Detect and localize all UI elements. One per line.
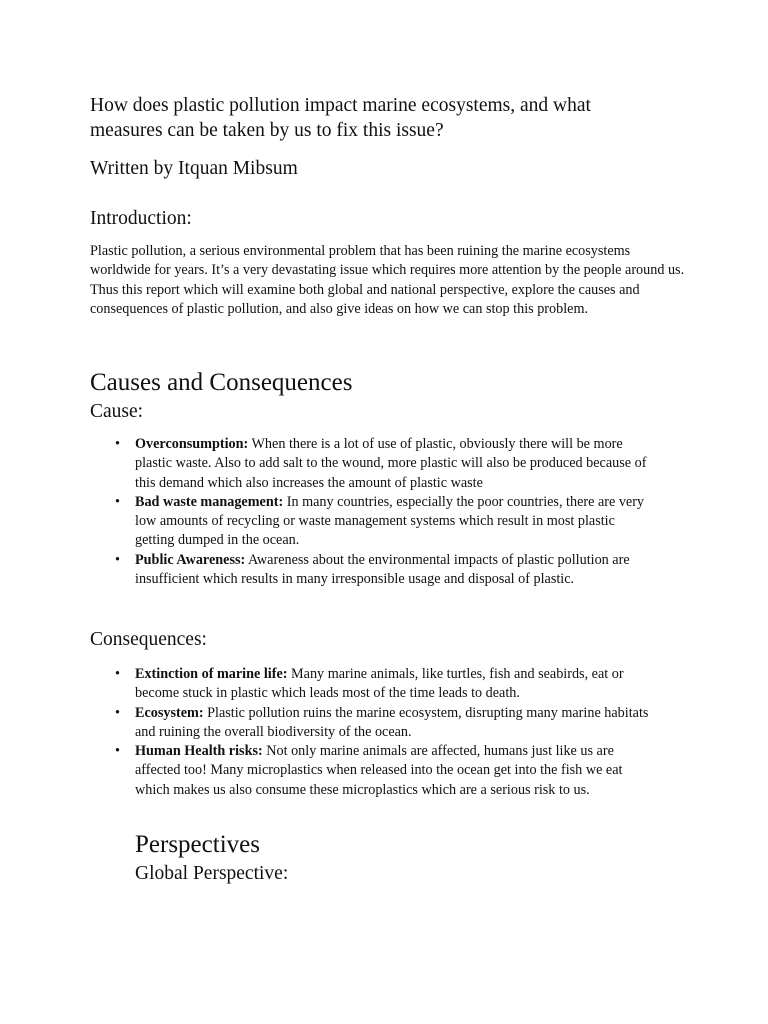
bullet-icon: • — [115, 704, 120, 721]
list-item-text: Not only marine animals are affected, humans just like us are affected too! Many microplastics when released into the ocean get into the fish we eat which makes us also consume these microplastics which are a serious risk to us. — [135, 743, 623, 798]
causes-consequences-heading: Causes and Consequences — [90, 369, 353, 396]
bullet-icon: • — [115, 551, 120, 568]
consequences-list — [90, 665, 650, 800]
list-item — [90, 704, 650, 743]
list-item — [90, 665, 650, 704]
list-item-term: Ecosystem: — [135, 704, 204, 721]
list-item-term: Extinction of marine life: — [135, 666, 288, 682]
bullet-icon: • — [115, 666, 120, 682]
bullet-icon: • — [115, 743, 120, 760]
list-item-term: Bad waste management: — [135, 493, 284, 510]
introduction-paragraph: Plastic pollution, a serious environmental problem that has been ruining the marine ecosystems worldwide for years. It’s a very devastating issue which requires more attention by the people around us. Thus this report which will examine both global and national perspective, explore the causes and consequences of plastic pollution, and also give ideas on how we can stop this problem. — [90, 243, 685, 317]
bullet-icon: • — [115, 436, 120, 452]
list-item-text: Awareness about the environmental impacts of plastic pollution are insufficient which results in many irresponsible usage and disposal of plastic. — [135, 551, 630, 588]
introduction-heading: Introduction: — [90, 208, 192, 229]
bullet-icon: • — [115, 493, 120, 510]
consequences-subheading: Consequences: — [90, 629, 207, 650]
list-item — [90, 493, 650, 551]
list-item — [90, 435, 650, 493]
list-item-text: Plastic pollution ruins the marine ecosystem, disrupting many marine habitats and ruining the overall biodiversity of the ocean. — [135, 704, 649, 740]
list-item-text: When there is a lot of use of plastic, obviously there will be more plastic waste. Also to add salt to the wound, more plastic will also be produced because of this demand which also increases the amount of plastic waste — [135, 436, 647, 491]
global-perspective-subheading: Global Perspective: — [135, 863, 289, 884]
list-item-text: In many countries, especially the poor countries, there are very low amounts of recycling or waste management systems which result in most plastic getting dumped in the ocean. — [135, 493, 645, 549]
list-item — [90, 742, 650, 800]
document-title: How does plastic pollution impact marine ecosystems, and what measures can be taken by us to fix this issue? — [90, 95, 591, 141]
list-item-term: Overconsumption: — [135, 436, 249, 452]
list-item-text: Many marine animals, like turtles, fish and seabirds, eat or become stuck in plastic which leads most of the time leads to death. — [135, 666, 624, 702]
cause-subheading: Cause: — [90, 401, 144, 422]
list-item-term: Public Awareness: — [135, 551, 246, 568]
author-line: Written by Itquan Mibsum — [90, 158, 298, 179]
causes-list — [90, 435, 650, 589]
list-item — [90, 551, 650, 590]
list-item-term: Human Health risks: — [135, 743, 263, 760]
perspectives-heading: Perspectives — [135, 831, 260, 858]
